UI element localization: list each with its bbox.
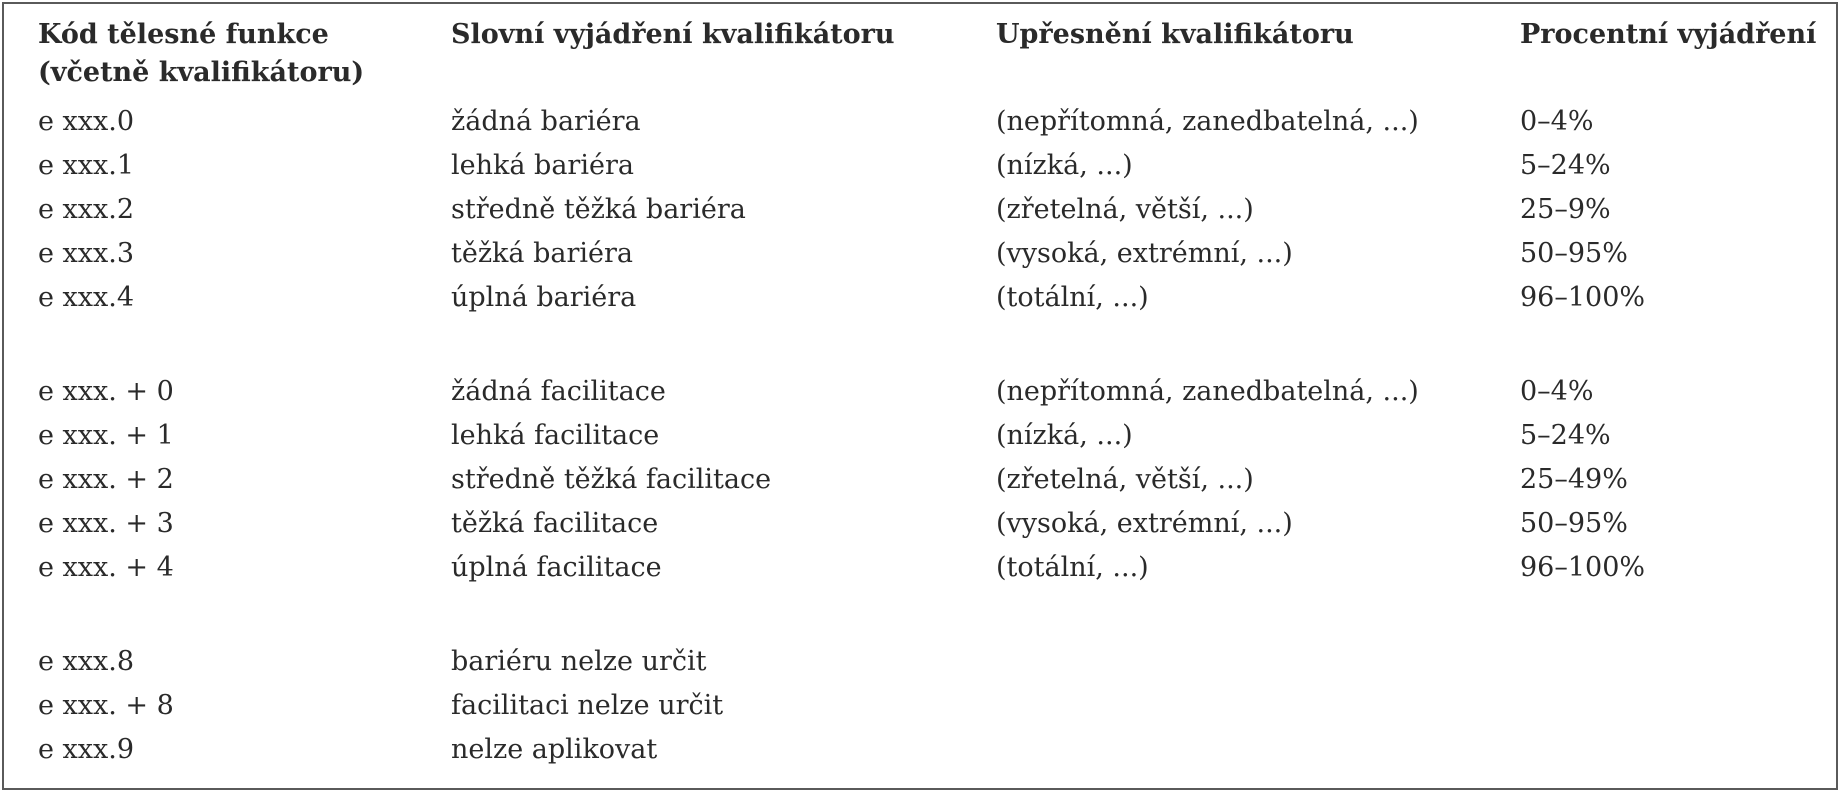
cell-detail: (zřetelná, větší, ...) — [996, 464, 1254, 495]
cell-detail: (nízká, ...) — [996, 150, 1133, 181]
cell-percent: 50–95% — [1520, 508, 1628, 539]
table-row — [4, 684, 1836, 728]
cell-detail: (totální, ...) — [996, 282, 1149, 313]
cell-verbal: facilitaci nelze určit — [451, 690, 724, 721]
table-row — [4, 414, 1836, 458]
table-row — [4, 728, 1836, 772]
cell-percent: 5–24% — [1520, 150, 1611, 181]
table-row — [4, 232, 1836, 276]
cell-code: e xxx.1 — [38, 150, 135, 181]
cell-verbal: úplná facilitace — [451, 552, 662, 583]
cell-code: e xxx.8 — [38, 646, 135, 677]
cell-percent: 0–4% — [1520, 376, 1594, 407]
cell-verbal: úplná bariéra — [451, 282, 637, 313]
cell-verbal: těžká bariéra — [451, 238, 633, 269]
table-row — [4, 276, 1836, 320]
table-row — [4, 144, 1836, 188]
cell-percent: 96–100% — [1520, 282, 1646, 313]
cell-verbal: těžká facilitace — [451, 508, 659, 539]
cell-detail: (vysoká, extrémní, ...) — [996, 238, 1293, 269]
cell-percent: 50–95% — [1520, 238, 1628, 269]
cell-detail: (vysoká, extrémní, ...) — [996, 508, 1293, 539]
cell-percent: 0–4% — [1520, 106, 1594, 137]
cell-verbal: bariéru nelze určit — [451, 646, 707, 677]
cell-percent: 96–100% — [1520, 552, 1646, 583]
cell-code: e xxx.0 — [38, 106, 135, 137]
cell-code: e xxx.2 — [38, 194, 135, 225]
cell-code: e xxx.9 — [38, 734, 135, 765]
cell-detail: (totální, ...) — [996, 552, 1149, 583]
cell-verbal: lehká facilitace — [451, 420, 660, 451]
cell-verbal: žádná facilitace — [451, 376, 666, 407]
cell-detail: (nízká, ...) — [996, 420, 1133, 451]
cell-detail: (nepřítomná, zanedbatelná, ...) — [996, 376, 1419, 407]
cell-verbal: nelze aplikovat — [451, 734, 658, 765]
cell-code: e xxx.3 — [38, 238, 135, 269]
header-detail: Upřesnění kvalifikátoru — [996, 19, 1354, 50]
table-row — [4, 546, 1836, 590]
cell-verbal: lehká bariéra — [451, 150, 634, 181]
table-row — [4, 100, 1836, 144]
cell-percent: 25–9% — [1520, 194, 1611, 225]
cell-detail: (zřetelná, větší, ...) — [996, 194, 1254, 225]
cell-detail: (nepřítomná, zanedbatelná, ...) — [996, 106, 1419, 137]
cell-code: e xxx. + 2 — [38, 464, 174, 495]
header-code: Kód tělesné funkce (včetně kvalifikátoru) — [38, 19, 365, 88]
table-row — [4, 188, 1836, 232]
cell-verbal: středně těžká bariéra — [451, 194, 746, 225]
qualifier-table — [2, 2, 1838, 790]
header-percent: Procentní vyjádření — [1520, 19, 1817, 50]
cell-code: e xxx.4 — [38, 282, 135, 313]
table-row — [4, 640, 1836, 684]
cell-percent: 25–49% — [1520, 464, 1628, 495]
table-header — [4, 16, 1836, 96]
table-row — [4, 370, 1836, 414]
cell-code: e xxx. + 1 — [38, 420, 174, 451]
table-row — [4, 458, 1836, 502]
cell-code: e xxx. + 3 — [38, 508, 174, 539]
cell-code: e xxx. + 4 — [38, 552, 174, 583]
cell-verbal: žádná bariéra — [451, 106, 641, 137]
header-verbal: Slovní vyjádření kvalifikátoru — [451, 19, 895, 50]
table-row — [4, 502, 1836, 546]
cell-percent: 5–24% — [1520, 420, 1611, 451]
cell-code: e xxx. + 8 — [38, 690, 174, 721]
cell-verbal: středně těžká facilitace — [451, 464, 772, 495]
cell-code: e xxx. + 0 — [38, 376, 174, 407]
